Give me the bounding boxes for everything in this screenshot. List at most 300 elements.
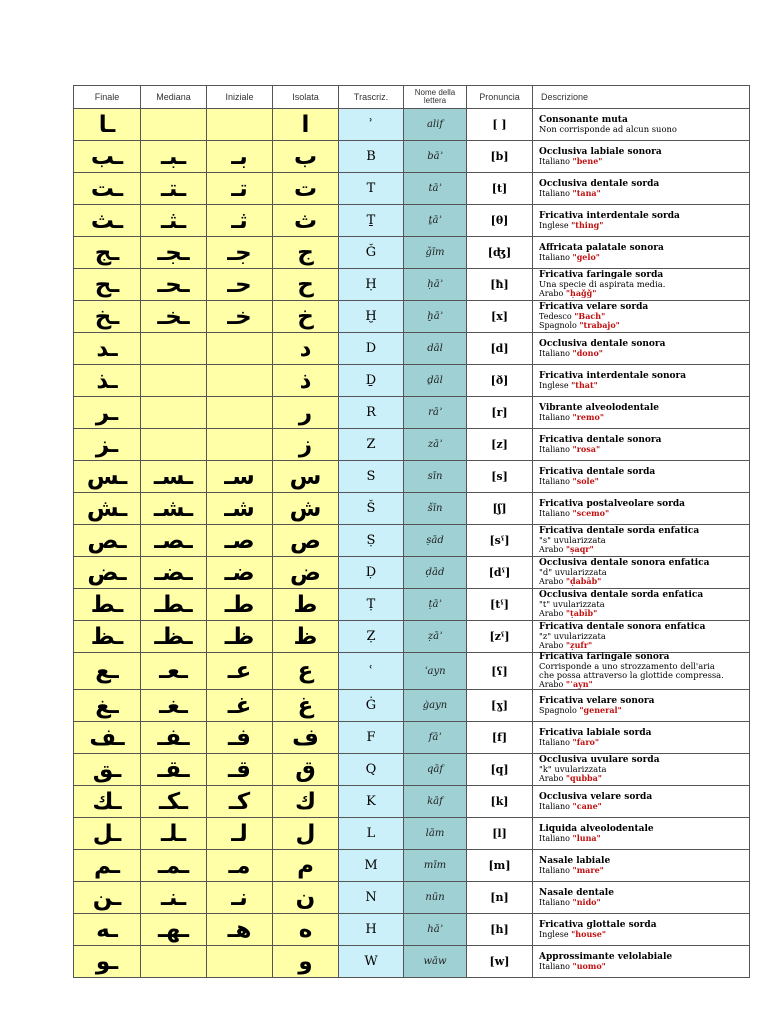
example-language: Arabo (539, 545, 564, 554)
cell-descrizione (533, 786, 750, 818)
cell-nome-lettera: ʿayn (404, 653, 467, 690)
description-example (539, 545, 749, 554)
cell-trascrizione: ʿ (339, 653, 404, 690)
cell-descrizione (533, 690, 750, 722)
example-word: "tana" (572, 187, 601, 198)
example-language: Spagnolo (539, 705, 577, 715)
example-language: Arabo (539, 641, 564, 650)
cell-descrizione (533, 589, 750, 621)
cell-mediana: ـظـ (141, 621, 207, 653)
description-example (539, 774, 749, 783)
cell-finale: ـت (74, 173, 141, 205)
cell-finale: ـث (74, 205, 141, 237)
cell-iniziale (207, 946, 273, 978)
description-example (539, 738, 749, 747)
description-example (539, 189, 749, 198)
cell-isolata: د (273, 333, 339, 365)
example-word: "qubba" (565, 773, 602, 783)
cell-iniziale: ضـ (207, 557, 273, 589)
description-title: Fricativa interdentale sorda (539, 210, 680, 221)
cell-mediana: ـغـ (141, 690, 207, 722)
description-title: Affricata palatale sonora (539, 242, 664, 253)
cell-descrizione (533, 493, 750, 525)
description-title: Consonante muta (539, 114, 628, 125)
cell-finale: ـض (74, 557, 141, 589)
table-row (74, 914, 750, 946)
description-example (539, 577, 749, 586)
cell-pronuncia: [sˤ] (467, 525, 533, 557)
table-row (74, 301, 750, 333)
cell-mediana: ـسـ (141, 461, 207, 493)
cell-iniziale: قـ (207, 754, 273, 786)
example-word: "uomo" (572, 960, 606, 971)
cell-finale: ـذ (74, 365, 141, 397)
cell-finale: ـز (74, 429, 141, 461)
cell-mediana (141, 429, 207, 461)
cell-finale: ـع (74, 653, 141, 690)
cell-descrizione (533, 850, 750, 882)
cell-mediana: ـخـ (141, 301, 207, 333)
cell-descrizione (533, 722, 750, 754)
description-title: Occlusiva uvulare sorda (539, 755, 660, 765)
cell-trascrizione: S (339, 461, 404, 493)
description-example (539, 445, 749, 454)
cell-descrizione (533, 397, 750, 429)
description-title: Occlusiva velare sorda (539, 791, 653, 802)
example-language: Italiano (539, 961, 570, 971)
cell-trascrizione: Ǧ (339, 237, 404, 269)
cell-nome-lettera: ṣād (404, 525, 467, 557)
cell-trascrizione: K (339, 786, 404, 818)
description-note: Una specie di aspirata media. (539, 279, 666, 289)
cell-pronuncia: [ ] (467, 109, 533, 141)
description-example (539, 349, 749, 358)
cell-isolata: ز (273, 429, 339, 461)
header-row (74, 86, 750, 109)
cell-mediana: ـقـ (141, 754, 207, 786)
cell-mediana (141, 946, 207, 978)
cell-pronuncia: [θ] (467, 205, 533, 237)
table-row (74, 786, 750, 818)
cell-descrizione (533, 205, 750, 237)
description-example (539, 898, 749, 907)
example-word: "cane" (572, 800, 602, 811)
cell-pronuncia: [b] (467, 141, 533, 173)
description-example (539, 381, 749, 390)
cell-trascrizione: Z (339, 429, 404, 461)
cell-descrizione (533, 653, 750, 690)
example-word: "mare" (572, 864, 604, 875)
cell-pronuncia: [ð] (467, 365, 533, 397)
description-title: Fricativa labiale sorda (539, 727, 652, 738)
cell-descrizione (533, 109, 750, 141)
cell-mediana: ـفـ (141, 722, 207, 754)
table-row (74, 690, 750, 722)
cell-isolata: ب (273, 141, 339, 173)
cell-iniziale: كـ (207, 786, 273, 818)
description-title: Approssimante velolabiale (539, 951, 673, 962)
table-row (74, 882, 750, 914)
cell-finale: ـم (74, 850, 141, 882)
cell-nome-lettera: zāʾ (404, 429, 467, 461)
example-language: Italiano (539, 156, 570, 166)
description-title: Fricativa faringale sorda (539, 270, 664, 280)
example-word: "gelo" (572, 251, 600, 262)
cell-isolata: ض (273, 557, 339, 589)
table-row (74, 365, 750, 397)
description-example (539, 221, 749, 230)
description-title: Liquida alveolodentale (539, 823, 654, 834)
cell-pronuncia: [w] (467, 946, 533, 978)
cell-finale: ـا (74, 109, 141, 141)
cell-mediana: ـتـ (141, 173, 207, 205)
cell-pronuncia: [s] (467, 461, 533, 493)
header-trascrizione: Trascriz. (339, 86, 404, 109)
example-language: Arabo (539, 609, 564, 618)
cell-nome-lettera: ḍād (404, 557, 467, 589)
example-language: Inglese (539, 929, 569, 939)
example-language: Italiano (539, 476, 570, 486)
description-title: Occlusiva dentale sorda (539, 178, 660, 189)
description-example (539, 641, 749, 650)
example-word: "ʿayn" (565, 679, 593, 689)
cell-pronuncia: [m] (467, 850, 533, 882)
cell-mediana: ـطـ (141, 589, 207, 621)
table-row (74, 461, 750, 493)
description-example (539, 289, 749, 298)
example-language: Italiano (539, 897, 570, 907)
cell-isolata: ع (273, 653, 339, 690)
cell-nome-lettera: mīm (404, 850, 467, 882)
cell-mediana: ـعـ (141, 653, 207, 690)
example-language: Italiano (539, 188, 570, 198)
cell-descrizione (533, 429, 750, 461)
description-title: Fricativa velare sorda (539, 302, 649, 312)
description-example (539, 413, 749, 422)
cell-isolata: ل (273, 818, 339, 850)
table-row (74, 946, 750, 978)
cell-nome-lettera: ṯāʾ (404, 205, 467, 237)
cell-descrizione (533, 557, 750, 589)
cell-pronuncia: [tˤ] (467, 589, 533, 621)
example-word: "ẓufr" (565, 640, 593, 650)
cell-nome-lettera: dāl (404, 333, 467, 365)
cell-trascrizione: H (339, 914, 404, 946)
description-title: Vibrante alveolodentale (539, 402, 659, 413)
example-word: "scemo" (572, 507, 610, 518)
cell-descrizione (533, 946, 750, 978)
cell-trascrizione: R (339, 397, 404, 429)
cell-trascrizione: M (339, 850, 404, 882)
description-example (539, 706, 749, 715)
cell-pronuncia: [l] (467, 818, 533, 850)
cell-trascrizione: Ṯ (339, 205, 404, 237)
cell-nome-lettera: šīn (404, 493, 467, 525)
example-word: "bene" (572, 155, 603, 166)
cell-pronuncia: [x] (467, 301, 533, 333)
cell-trascrizione: B (339, 141, 404, 173)
cell-pronuncia: [z] (467, 429, 533, 461)
header-isolata: Isolata (273, 86, 339, 109)
cell-pronuncia: [dˤ] (467, 557, 533, 589)
cell-iniziale: فـ (207, 722, 273, 754)
description-title: Occlusiva dentale sonora (539, 338, 666, 349)
cell-iniziale: هـ (207, 914, 273, 946)
description-example (539, 509, 749, 518)
cell-pronuncia: [ɣ] (467, 690, 533, 722)
cell-isolata: ك (273, 786, 339, 818)
cell-pronuncia: [ʃ] (467, 493, 533, 525)
cell-isolata: غ (273, 690, 339, 722)
example-language: Italiano (539, 348, 570, 358)
cell-pronuncia: [k] (467, 786, 533, 818)
example-language: Tedesco (539, 312, 572, 321)
description-title: Fricativa faringale sonora (539, 652, 670, 662)
example-language: Italiano (539, 252, 570, 262)
cell-descrizione (533, 621, 750, 653)
cell-mediana: ـبـ (141, 141, 207, 173)
cell-finale: ـط (74, 589, 141, 621)
arabic-alphabet-table-sheet (73, 85, 749, 975)
example-word: "faro" (572, 736, 600, 747)
cell-isolata: م (273, 850, 339, 882)
cell-isolata: ه (273, 914, 339, 946)
cell-finale: ـح (74, 269, 141, 301)
description-note: "d" uvularizzata (539, 567, 607, 577)
table-row (74, 205, 750, 237)
cell-nome-lettera: ḏāl (404, 365, 467, 397)
example-word: "Bach" (574, 311, 606, 321)
example-language: Arabo (539, 774, 564, 783)
description-note: "t" uvularizzata (539, 599, 605, 609)
table-row (74, 653, 750, 690)
cell-nome-lettera: lām (404, 818, 467, 850)
example-language: Arabo (539, 577, 564, 586)
cell-trascrizione: Š (339, 493, 404, 525)
cell-nome-lettera: qāf (404, 754, 467, 786)
description-title: Fricativa dentale sonora (539, 434, 662, 445)
example-word: "nido" (572, 896, 601, 907)
cell-nome-lettera: kāf (404, 786, 467, 818)
cell-iniziale: ظـ (207, 621, 273, 653)
cell-isolata: خ (273, 301, 339, 333)
cell-nome-lettera: tāʾ (404, 173, 467, 205)
description-title: Fricativa postalveolare sorda (539, 498, 685, 509)
example-word: "ṣaqr" (565, 544, 594, 554)
cell-iniziale: حـ (207, 269, 273, 301)
description-note: che possa attraverso la glottide compressa. (539, 670, 724, 680)
cell-mediana (141, 365, 207, 397)
example-word: "ḥaǧǧ" (565, 288, 597, 298)
cell-nome-lettera: ḫāʾ (404, 301, 467, 333)
description-title: Fricativa interdentale sonora (539, 370, 687, 381)
description-note: Non corrisponde ad alcun suono (539, 123, 677, 134)
table-row (74, 754, 750, 786)
cell-descrizione (533, 525, 750, 557)
cell-iniziale: لـ (207, 818, 273, 850)
example-language: Inglese (539, 220, 569, 230)
example-language: Arabo (539, 289, 564, 298)
cell-trascrizione: Ṭ (339, 589, 404, 621)
cell-pronuncia: [n] (467, 882, 533, 914)
description-example (539, 253, 749, 262)
example-word: "ṭabīb" (565, 608, 598, 618)
example-word: "ḍabāb" (565, 576, 602, 586)
cell-iniziale: صـ (207, 525, 273, 557)
cell-finale: ـك (74, 786, 141, 818)
example-word: "trabajo" (579, 320, 620, 330)
cell-nome-lettera: fāʾ (404, 722, 467, 754)
description-example (539, 609, 749, 618)
description-example (539, 321, 749, 330)
cell-iniziale (207, 397, 273, 429)
cell-mediana: ـحـ (141, 269, 207, 301)
table-row (74, 141, 750, 173)
table-row (74, 818, 750, 850)
cell-finale: ـو (74, 946, 141, 978)
cell-pronuncia: [ħ] (467, 269, 533, 301)
description-title: Fricativa dentale sorda enfatica (539, 526, 700, 536)
cell-trascrizione: W (339, 946, 404, 978)
cell-mediana: ـكـ (141, 786, 207, 818)
cell-nome-lettera: ẓāʾ (404, 621, 467, 653)
cell-finale: ـق (74, 754, 141, 786)
example-word: "rosa" (572, 443, 601, 454)
cell-trascrizione: N (339, 882, 404, 914)
description-example (539, 680, 749, 689)
cell-descrizione (533, 301, 750, 333)
cell-nome-lettera: ǧīm (404, 237, 467, 269)
cell-nome-lettera: ḥāʾ (404, 269, 467, 301)
cell-isolata: ظ (273, 621, 339, 653)
cell-trascrizione: ʾ (339, 109, 404, 141)
cell-finale: ـف (74, 722, 141, 754)
description-example (539, 866, 749, 875)
example-language: Italiano (539, 833, 570, 843)
table-row (74, 173, 750, 205)
cell-finale: ـخ (74, 301, 141, 333)
table-row (74, 333, 750, 365)
cell-finale: ـص (74, 525, 141, 557)
cell-iniziale: غـ (207, 690, 273, 722)
table-row (74, 429, 750, 461)
cell-descrizione (533, 818, 750, 850)
cell-isolata: ا (273, 109, 339, 141)
table-row (74, 237, 750, 269)
cell-trascrizione: Ḏ (339, 365, 404, 397)
description-note: "k" uvularizzata (539, 764, 607, 774)
description-example (539, 802, 749, 811)
cell-trascrizione: Ḥ (339, 269, 404, 301)
cell-finale: ـر (74, 397, 141, 429)
cell-iniziale: تـ (207, 173, 273, 205)
description-note: "s" uvularizzata (539, 535, 606, 545)
example-word: "that" (571, 379, 598, 390)
cell-nome-lettera: alif (404, 109, 467, 141)
cell-isolata: ج (273, 237, 339, 269)
example-language: Italiano (539, 865, 570, 875)
table-row (74, 493, 750, 525)
cell-pronuncia: [ʕ] (467, 653, 533, 690)
cell-descrizione (533, 882, 750, 914)
cell-finale: ـس (74, 461, 141, 493)
cell-trascrizione: L (339, 818, 404, 850)
cell-mediana: ـنـ (141, 882, 207, 914)
cell-nome-lettera: sīn (404, 461, 467, 493)
cell-descrizione (533, 333, 750, 365)
table-row (74, 621, 750, 653)
example-language: Inglese (539, 380, 569, 390)
cell-descrizione (533, 754, 750, 786)
cell-mediana (141, 109, 207, 141)
example-word: "luna" (572, 832, 601, 843)
header-mediana: Mediana (141, 86, 207, 109)
cell-trascrizione: T (339, 173, 404, 205)
cell-mediana: ـضـ (141, 557, 207, 589)
description-example (539, 157, 749, 166)
cell-nome-lettera: nūn (404, 882, 467, 914)
cell-iniziale: نـ (207, 882, 273, 914)
cell-iniziale (207, 109, 273, 141)
cell-mediana: ـمـ (141, 850, 207, 882)
cell-mediana (141, 397, 207, 429)
cell-iniziale: سـ (207, 461, 273, 493)
header-nome-lettera: Nome della lettera (404, 86, 467, 109)
example-language: Italiano (539, 508, 570, 518)
example-language: Italiano (539, 801, 570, 811)
table-row (74, 269, 750, 301)
cell-pronuncia: [h] (467, 914, 533, 946)
cell-iniziale: خـ (207, 301, 273, 333)
cell-trascrizione: Ḫ (339, 301, 404, 333)
table-row (74, 589, 750, 621)
cell-iniziale: بـ (207, 141, 273, 173)
cell-pronuncia: [t] (467, 173, 533, 205)
cell-mediana: ـثـ (141, 205, 207, 237)
cell-pronuncia: [r] (467, 397, 533, 429)
cell-isolata: ن (273, 882, 339, 914)
cell-descrizione (533, 914, 750, 946)
description-title: Nasale dentale (539, 887, 614, 898)
cell-descrizione (533, 237, 750, 269)
cell-trascrizione: Ġ (339, 690, 404, 722)
table-row (74, 557, 750, 589)
cell-mediana: ـصـ (141, 525, 207, 557)
cell-descrizione (533, 269, 750, 301)
cell-nome-lettera: ġayn (404, 690, 467, 722)
cell-trascrizione: Ṣ (339, 525, 404, 557)
description-title: Occlusiva dentale sorda enfatica (539, 590, 704, 600)
cell-finale: ـل (74, 818, 141, 850)
example-word: "thing" (571, 219, 604, 230)
cell-pronuncia: [f] (467, 722, 533, 754)
description-example (539, 930, 749, 939)
cell-nome-lettera: wāw (404, 946, 467, 978)
cell-mediana: ـلـ (141, 818, 207, 850)
arabic-alphabet-table (73, 85, 750, 978)
cell-nome-lettera: bāʾ (404, 141, 467, 173)
description-title: Fricativa glottale sorda (539, 919, 657, 930)
header-finale: Finale (74, 86, 141, 109)
example-language: Italiano (539, 412, 570, 422)
cell-descrizione (533, 141, 750, 173)
description-title: Nasale labiale (539, 855, 611, 866)
cell-nome-lettera: rāʾ (404, 397, 467, 429)
example-word: "sole" (572, 475, 599, 486)
example-word: "house" (571, 928, 607, 939)
cell-isolata: ط (273, 589, 339, 621)
cell-trascrizione: D (339, 333, 404, 365)
